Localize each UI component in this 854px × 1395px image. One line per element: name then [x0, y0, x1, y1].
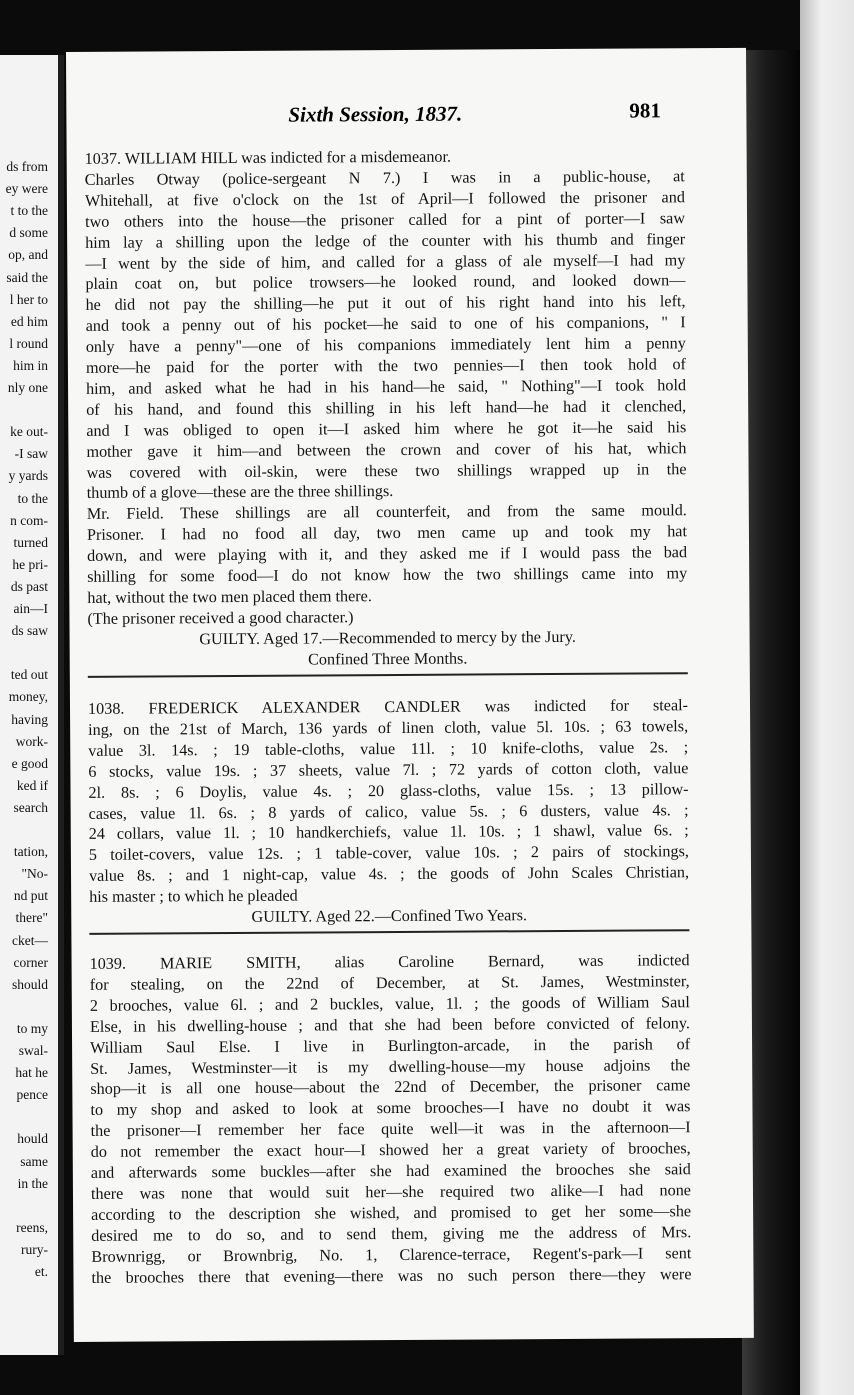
margin-fragment: y yards [8, 468, 48, 484]
text-line: do not remember the exact hour—I showed her a great variety of brooches, [90, 1139, 691, 1161]
text-line: thumb of a glove—these are the three shillings. [86, 482, 394, 503]
text-line: according to the description she wished, and promised to get her some—she [91, 1202, 692, 1224]
margin-fragment: to the [17, 490, 48, 506]
margin-fragment: n com- [10, 512, 48, 528]
text-line: —I went by the side of him, and called for a glass of ale myself—I had my [85, 250, 686, 273]
text-line: he did not pay the shilling—he put it out of his right hand into his left, [85, 292, 686, 315]
text-line: value 3l. 14s. ; 19 table-cloths, value 11l. ; 10 knife-cloths, value 2s. ; [88, 738, 689, 760]
margin-fragment: ted out [10, 667, 48, 683]
margin-fragment: ked if [16, 777, 48, 793]
text-line: for stealing, on the 22nd of December, at St. James, Westminster, [89, 972, 690, 994]
text-line: Whitehall, at five o'clock on the 1st of April—I followed the prisoner and [84, 188, 685, 210]
margin-fragment: ed him [10, 313, 48, 329]
left-page-margin [0, 55, 64, 1355]
page-edge [800, 0, 854, 1395]
text-line: GUILTY. Aged 22.—Confined Two Years. [251, 906, 528, 926]
text-line: him lay a shilling upon the ledge of the counter with his thumb and finger [85, 229, 686, 252]
margin-fragment: corner [13, 954, 48, 970]
margin-fragment: nly one [7, 380, 48, 395]
margin-fragment: d some [9, 225, 48, 241]
text-line: 6 stocks, value 19s. ; 37 sheets, value 7l. ; 72 yards of cotton cloth, value [88, 758, 689, 781]
text-line: and I was obliged to open it—I asked him where he got it—he said his [86, 417, 687, 440]
margin-fragment: e good [11, 755, 48, 771]
margin-fragment: said the [6, 269, 48, 285]
text-line: the prisoner—I remember her face quite well—it was in the afternoon—I [90, 1118, 691, 1141]
text-line: and took a penny out of his pocket—he said to one of his companions, " I [85, 313, 686, 336]
margin-fragment: cket— [12, 932, 48, 948]
margin-fragment: ey were [5, 181, 48, 197]
margin-fragment: to my [16, 1020, 48, 1036]
text-line: 2l. 8s. ; 6 Doylis, value 4s. ; 20 glass-cloths, value 15s. ; 13 pillow- [88, 779, 689, 802]
margin-fragment: l round [9, 335, 48, 351]
text-line: him, and asked what he had in his hand—he said, " Nothing"—I took hold [86, 376, 687, 398]
text-line: 5 toilet-covers, value 12s. ; 1 table-cover, value 10s. ; 2 pairs of stockings, [88, 842, 689, 865]
text-line: the brooches there that evening—there was no such person there—they were [91, 1264, 692, 1287]
margin-fragment: swal- [18, 1043, 48, 1058]
text-line: was covered with oil-skin, were these two shillings wrapped up in the [86, 459, 687, 482]
text-line: shilling for some food—I do not know how the two shillings came into my [87, 564, 688, 586]
text-line: mother gave it him—and between the crown and cover of his hat, which [86, 438, 687, 461]
text-line: GUILTY. Aged 17.—Recommended to mercy by the Jury. [199, 627, 576, 648]
section-rule [89, 929, 689, 935]
text-line: only have a penny"—one of his companions immediately lent him a penny [85, 334, 686, 356]
margin-fragment: rury- [21, 1241, 48, 1257]
margin-fragment: work- [15, 733, 48, 749]
text-line: Confined Three Months. [308, 649, 468, 669]
text-line: two others into the house—the prisoner called for a pint of porter—I saw [84, 208, 686, 231]
margin-fragment: same [20, 1153, 48, 1169]
text-line: Charles Otway (police-sergeant N 7.) I was in a public-house, at [84, 167, 685, 189]
text-line: St. James, Westminster—it is my dwelling-house—my house adjoins the [90, 1055, 691, 1078]
margin-fragment: l her to [9, 291, 48, 307]
margin-fragment: money, [8, 689, 48, 705]
margin-fragment: nd put [13, 888, 48, 904]
text-line: and afterwards some buckles—after she had examined the brooches she said [90, 1160, 691, 1182]
margin-fragment: ds saw [11, 623, 48, 639]
text-line: to my shop and asked to look at some brooches—I have no doubt it was [90, 1097, 691, 1120]
margin-fragment: in the [17, 1175, 48, 1191]
book-page [66, 48, 754, 1342]
text-line: hat, without the two men placed them there. [87, 587, 372, 607]
text-line: desired me to do so, and to send them, giving me the address of Mrs. [91, 1222, 692, 1245]
text-line: 2 brooches, value 6l. ; and 2 buckles, value, 1l. ; the goods of William Saul [89, 993, 690, 1015]
margin-fragment: ain—I [13, 601, 48, 616]
text-line: down, and were playing with it, and they asked me if I would pass the bad [87, 543, 688, 565]
margin-fragment: pence [16, 1087, 48, 1103]
text-line: 1037. WILLIAM HILL was indicted for a misdemeanor. [84, 147, 452, 168]
margin-fragment: having [11, 711, 48, 727]
margin-fragment: "No- [21, 866, 48, 882]
section-rule [88, 672, 688, 678]
text-line: Brownrigg, or Brownbrig, No. 1, Clarence-terrace, Regent's-park—I sent [91, 1243, 692, 1266]
margin-fragment: should [11, 976, 48, 992]
margin-fragment: reens, [16, 1219, 48, 1235]
margin-fragment: search [13, 799, 48, 815]
text-line: cases, value 1l. 6s. ; 8 yards of calico, value 5s. ; 6 dusters, value 4s. ; [88, 800, 689, 823]
text-line: plain coat on, but police trowsers—he looked round, and looked down— [85, 271, 686, 294]
margin-fragment: ke out- [10, 424, 48, 440]
margin-fragment: tation, [13, 844, 48, 860]
text-line: value 8s. ; and 1 night-cap, value 4s. ; the goods of John Scales Christian, [88, 863, 690, 886]
text-line: 24 collars, value 1l. ; 10 handkerchiefs, value 1l. 10s. ; 1 shawl, value 6s. ; [88, 821, 689, 844]
margin-fragment: ds from [6, 159, 48, 174]
text-line: William Saul Else. I live in Burlington-arcade, in the parish of [90, 1034, 691, 1057]
running-header: Sixth Session, 1837. [288, 101, 463, 127]
margin-fragment: ds past [10, 578, 48, 594]
margin-fragment: he pri- [12, 556, 48, 572]
text-line: ing, on the 21st of March, 136 yards of linen cloth, value 5l. 10s. ; 63 towels, [88, 717, 689, 739]
text-line: Mr. Field. These shillings are all counterfeit, and from the same mould. [86, 501, 687, 524]
margin-fragment: him in [13, 357, 48, 373]
margin-fragment: -I saw [14, 446, 48, 462]
margin-fragment: hat he [15, 1065, 48, 1081]
text-line: 1039. MARIE SMITH, alias Caroline Bernard, was indicted [89, 951, 690, 973]
text-line: (The prisoner received a good character.) [87, 608, 354, 628]
text-line: there was none that would suit her—she required two alike—I had none [90, 1181, 692, 1203]
margin-fragment: op, and [8, 247, 48, 263]
text-line: his master ; to which he pleaded [89, 886, 298, 906]
text-line: more—he paid for the porter with the two pennies—I then took hold of [85, 355, 686, 377]
margin-fragment: et. [34, 1264, 48, 1279]
margin-fragment: t to the [10, 203, 48, 219]
text-line: of his hand, and found this shilling in his left hand—he had it clenched, [86, 397, 687, 419]
text-line: Prisoner. I had no food all day, two men came up and took my hat [86, 522, 687, 545]
text-line: 1038. FREDERICK ALEXANDER CANDLER was indicted for steal- [87, 696, 689, 718]
text-line: shop—it is all one house—about the 22nd of December, the prisoner came [90, 1076, 691, 1099]
margin-fragment: turned [13, 534, 48, 550]
margin-fragment: hould [17, 1131, 48, 1147]
margin-fragment: there" [15, 910, 48, 926]
text-line: Else, in his dwelling-house ; and that she had been before convicted of felony. [89, 1013, 690, 1036]
page-number: 981 [629, 98, 661, 123]
